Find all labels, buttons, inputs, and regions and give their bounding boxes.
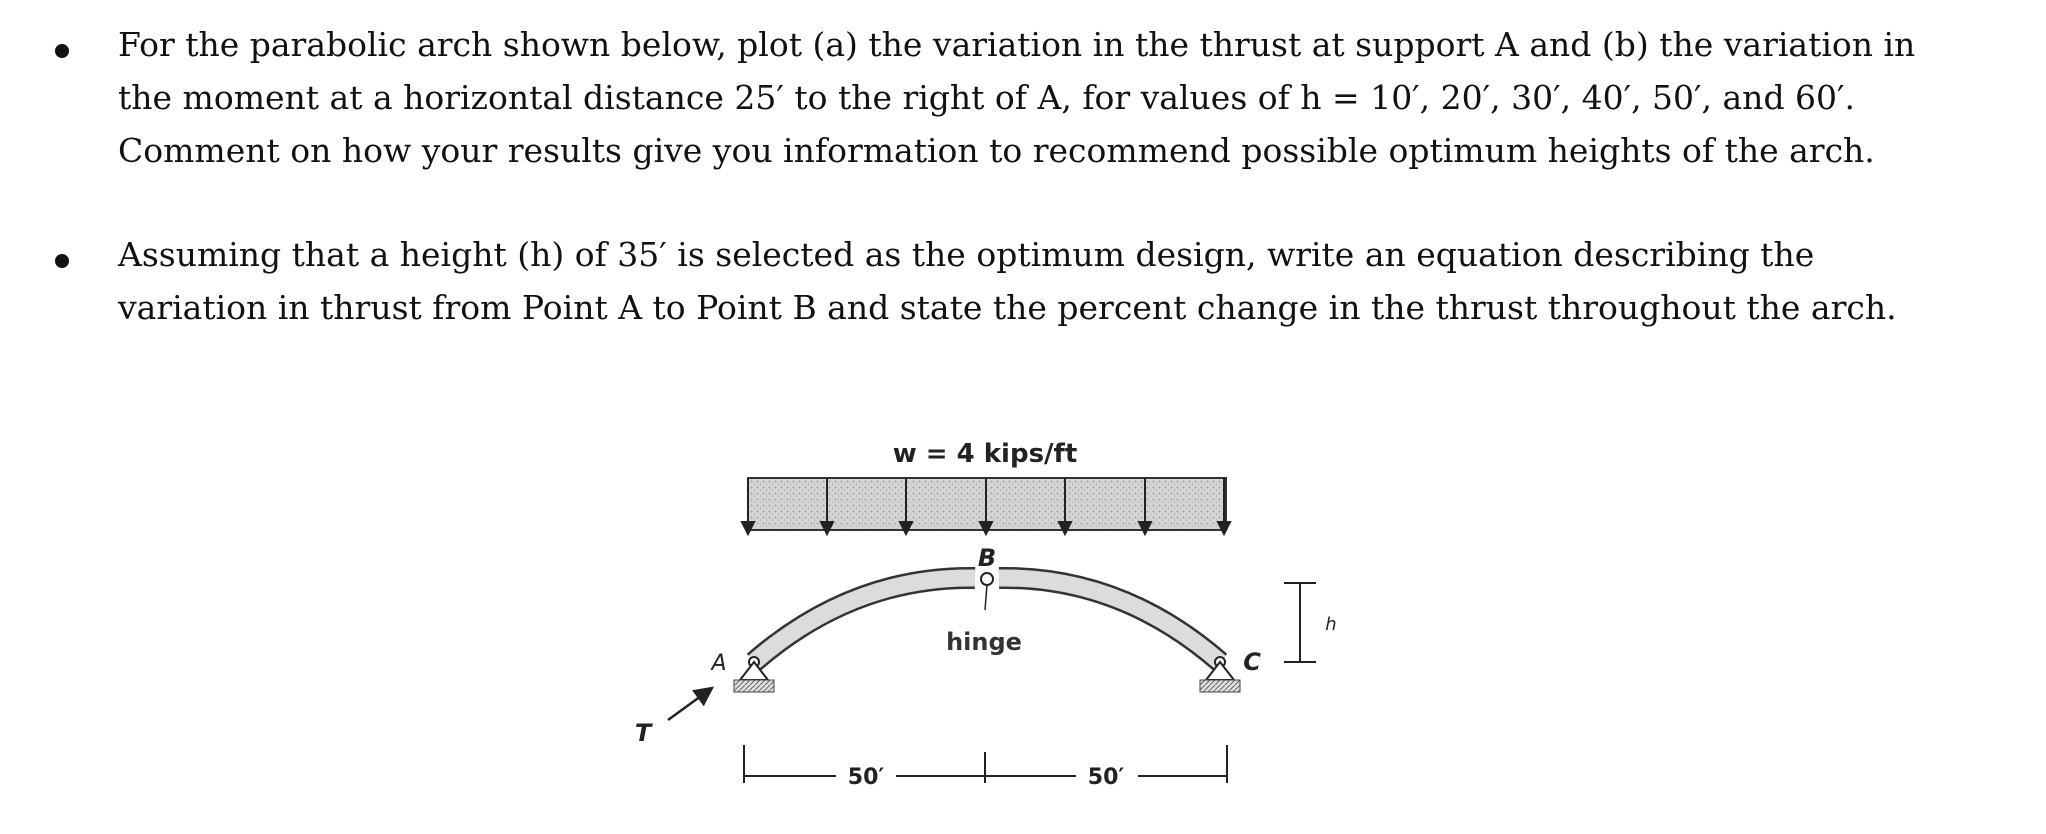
thrust-arrow-icon xyxy=(668,688,712,720)
load-label: w = 4 kips/ft xyxy=(892,439,1078,469)
distributed-load xyxy=(742,478,1230,534)
text-line: Comment on how your results give you information to recommend possible optimum heights of the arch. xyxy=(118,131,1875,170)
label-a: A xyxy=(711,651,727,676)
label-h: h xyxy=(1325,614,1337,635)
hinge-pin-icon xyxy=(981,573,993,610)
height-dimension xyxy=(1284,583,1316,662)
span-right-label: 50′ xyxy=(1087,765,1125,790)
text-line: Assuming that a height (h) of 35′ is selected as the optimum design, write an equation describing the xyxy=(118,235,1815,274)
text-line: the moment at a horizontal distance 25′ to the right of A, for values of h = 10′, 20′, 30′, 40′, 50′, and 60′. xyxy=(118,78,1856,117)
span-dimension xyxy=(744,745,1227,783)
span-left-label: 50′ xyxy=(847,765,885,790)
label-b: B xyxy=(977,544,997,572)
label-c: C xyxy=(1243,648,1261,676)
hinge-label: hinge xyxy=(946,628,1022,656)
label-t: T xyxy=(634,719,652,747)
text-line: For the parabolic arch shown below, plot (a) the variation in the thrust at support A and (b) the variation in xyxy=(118,25,1916,64)
text-line: variation in thrust from Point A to Point B and state the percent change in the thrust throughout the arch. xyxy=(118,288,1897,327)
